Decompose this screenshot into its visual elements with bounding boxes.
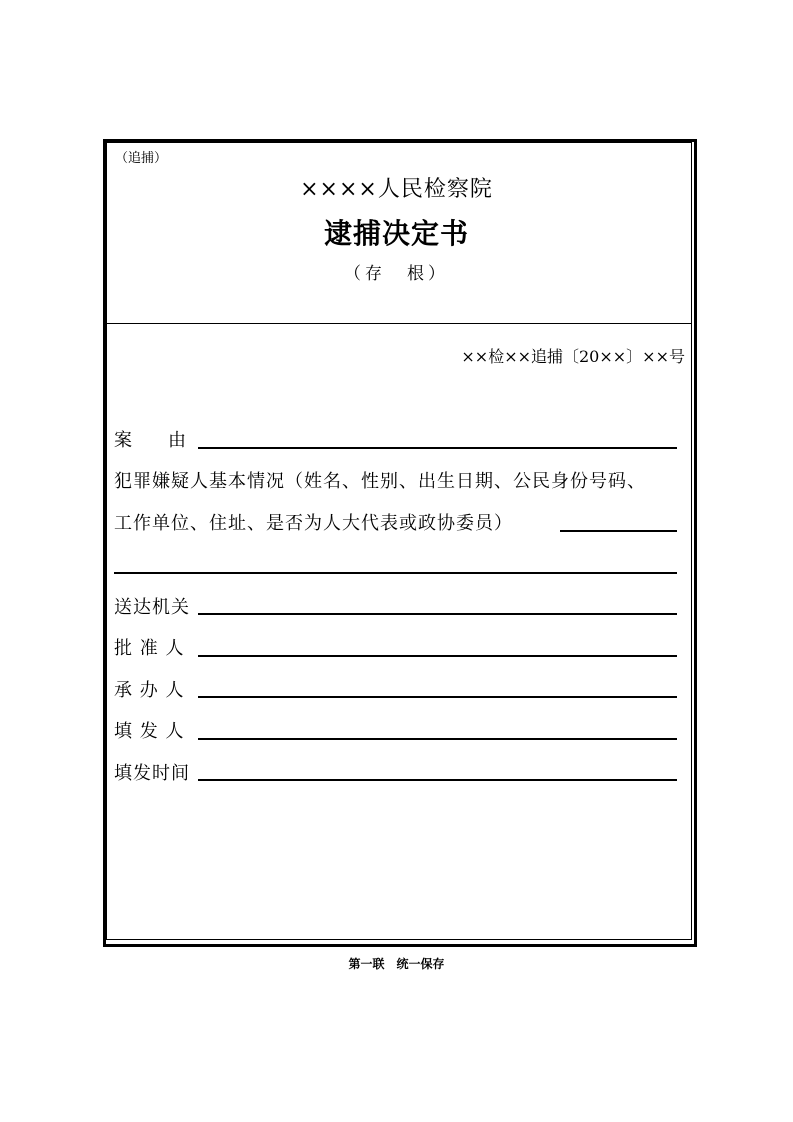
- issue-time-label: 填发时间: [114, 763, 190, 784]
- procuratorate-name: ××××人民检察院: [300, 177, 493, 202]
- case-reason-field[interactable]: [198, 447, 677, 449]
- handler-label: 承 办 人: [114, 680, 185, 701]
- delivery-agency-label: 送达机关: [114, 597, 190, 618]
- suspect-info-field-line2[interactable]: [114, 572, 677, 574]
- suspect-info-field-line1[interactable]: [560, 530, 677, 532]
- form-type-tag: （追捕）: [115, 151, 168, 166]
- issuer-field[interactable]: [198, 738, 677, 740]
- document-title: 逮捕决定书: [323, 217, 469, 250]
- issue-time-field[interactable]: [198, 779, 677, 781]
- suspect-info-label-line2: 工作单位、住址、是否为人大代表或政协委员）: [114, 513, 513, 534]
- stub-label: （存 根）: [344, 264, 449, 284]
- approver-field[interactable]: [198, 655, 677, 657]
- case-reason-label: 案 由: [114, 430, 186, 451]
- footer-copy-note: 第一联 统一保存: [348, 957, 445, 971]
- handler-field[interactable]: [198, 696, 677, 698]
- suspect-info-label-line1: 犯罪嫌疑人基本情况（姓名、性别、出生日期、公民身份号码、: [114, 471, 646, 492]
- issuer-label: 填 发 人: [114, 721, 185, 742]
- approver-label: 批 准 人: [114, 638, 185, 659]
- header-divider: [107, 323, 692, 324]
- delivery-agency-field[interactable]: [198, 613, 677, 615]
- document-number: ××检××追捕〔20××〕××号: [461, 347, 685, 366]
